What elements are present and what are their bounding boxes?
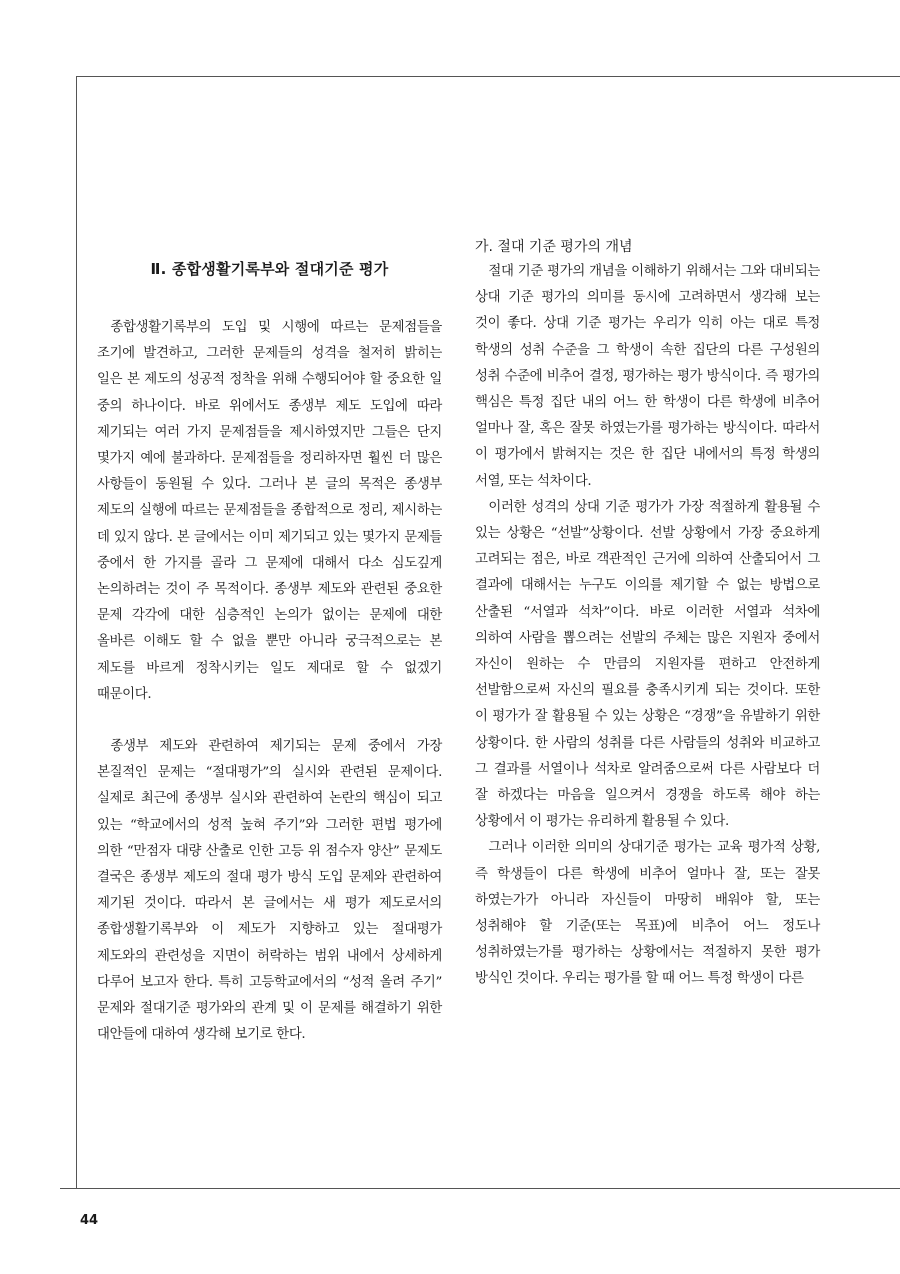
page-number: 44 [80, 1213, 99, 1228]
body-paragraph: 그러나 이러한 의미의 상대기준 평가는 교육 평가적 상황, 즉 학생들이 다른 학생에 비추어 얼마나 잘, 또는 잘못 하였는가가 아니라 자신들이 마땅히 배워야 할, 또는 성취해야 할 기준(또는 목표)에 비추어 어느 정도나 성취하였는가를 평가하는 상황에서는 적절하지 못한 평가 방식인 것이다. 우리는 평가를 할 때 어느 특정 학생이 다른 [475, 840, 820, 987]
body-paragraph: 종생부 제도와 관련하여 제기되는 문제 중에서 가장 본질적인 문제는 “절대평가”의 실시와 관련된 문제이다. 실제로 최근에 종생부 실시와 관련하여 논란의 핵심이 되고 있는 “학교에서의 성적 높혀 주기”와 그러한 편법 평가에 의한 “만점자 대량 산출로 인한 고등 위 점수자 양산” 문제도 결국은 종생부 제도의 절대 평가 방식 도입 문제와 관련하여 제기된 것이다. 따라서 본 글에서는 새 평가 제도로서의 종합생활기록부와 이 제도가 지향하고 있는 절대평가 제도와의 관련성을 지면이 허락하는 범위 내에서 상세하게 다루어 보고자 한다. 특히 고등학교에서의 “성적 올려 주기” 문제와 절대기준 평가와의 관계 및 이 문제를 해결하기 위한 대안들에 대하여 생각해 보기로 한다. [97, 739, 442, 1043]
section-heading: Ⅱ. 종합생활기록부와 절대기준 평가 [150, 260, 389, 278]
right-column [475, 236, 820, 993]
body-paragraph: 절대 기준 평가의 개념을 이해하기 위해서는 그와 대비되는 상대 기준 평가의 의미를 동시에 고려하면서 생각해 보는 것이 좋다. 상대 기준 평가는 우리가 익히 아는 대로 특정 학생의 성취 수준을 그 학생이 속한 집단의 다른 구성원의 성취 수준에 비추어 결정, 평가하는 평가 방식이다. 즉 평가의 핵심은 특정 집단 내의 어느 한 학생이 다른 학생에 비추어 얼마나 잘, 혹은 잘못 하였는가를 평가하는 방식이다. 따라서 이 평가에서 밝혀지는 것은 한 집단 내에서의 특정 학생의 서열, 또는 석차이다. [475, 264, 820, 489]
left-column [97, 258, 442, 1048]
body-paragraph: 종합생활기록부의 도입 및 시행에 따르는 문제점들을 조기에 발견하고, 그러한 문제들의 성격을 철저히 밝히는 일은 본 제도의 성공적 정착을 위해 수행되어야 할 중요한 일 중의 하나이다. 바로 위에서도 종생부 제도 도입에 따라 제기되는 여러 가지 문제점들을 제시하였지만 그들은 단지 몇가지 예에 불과하다. 문제점들을 정리하자면 훨씬 더 많은 사항들이 동원될 수 있다. 그러나 본 글의 목적은 종생부 제도의 실행에 따르는 문제점들을 종합적으로 정리, 제시하는 데 있지 않다. 본 글에서는 이미 제기되고 있는 몇가지 문제들 중에서 한 가지를 골라 그 문제에 대해서 다소 심도깊게 논의하려는 것이 주 목적이다. 종생부 제도와 관련된 중요한 문제 각각에 대한 심층적인 논의가 없이는 문제에 대한 올바른 이해도 할 수 없을 뿐만 아니라 궁극적으로는 본 제도를 바르게 정착시키는 일도 제대로 할 수 없겠기 때문이다. [97, 320, 442, 702]
page-frame-bottom-rule [60, 1188, 900, 1189]
page-frame-top-rule [76, 76, 900, 77]
page-frame-left-rule [76, 76, 77, 1188]
subsection-heading: 가. 절대 기준 평가의 개념 [475, 239, 633, 255]
body-paragraph: 이러한 성격의 상대 기준 평가가 가장 적절하게 활용될 수 있는 상황은 “선발”상황이다. 선발 상황에서 가장 중요하게 고려되는 점은, 바로 객관적인 근거에 의하여 산출되어서 그 결과에 대해서는 누구도 이의를 제기할 수 없는 방법으로 산출된 “서열과 석차”이다. 바로 이러한 서열과 석차에 의하여 사람을 뽑으려는 선발의 주체는 많은 지원자 중에서 자신이 원하는 수 만큼의 지원자를 편하고 안전하게 선발함으로써 자신의 필요를 충족시키게 되는 것이다. 또한 이 평가가 잘 활용될 수 있는 상황은 “경쟁”을 유발하기 위한 상황이다. 한 사람의 성취를 다른 사람들의 성취와 비교하고 그 결과를 서열이나 석차로 알려줌으로써 다른 사람보다 더 잘 하겠다는 마음을 일으켜서 경쟁을 하도록 해야 하는 상황에서 이 평가는 유리하게 활용될 수 있다. [475, 499, 820, 830]
